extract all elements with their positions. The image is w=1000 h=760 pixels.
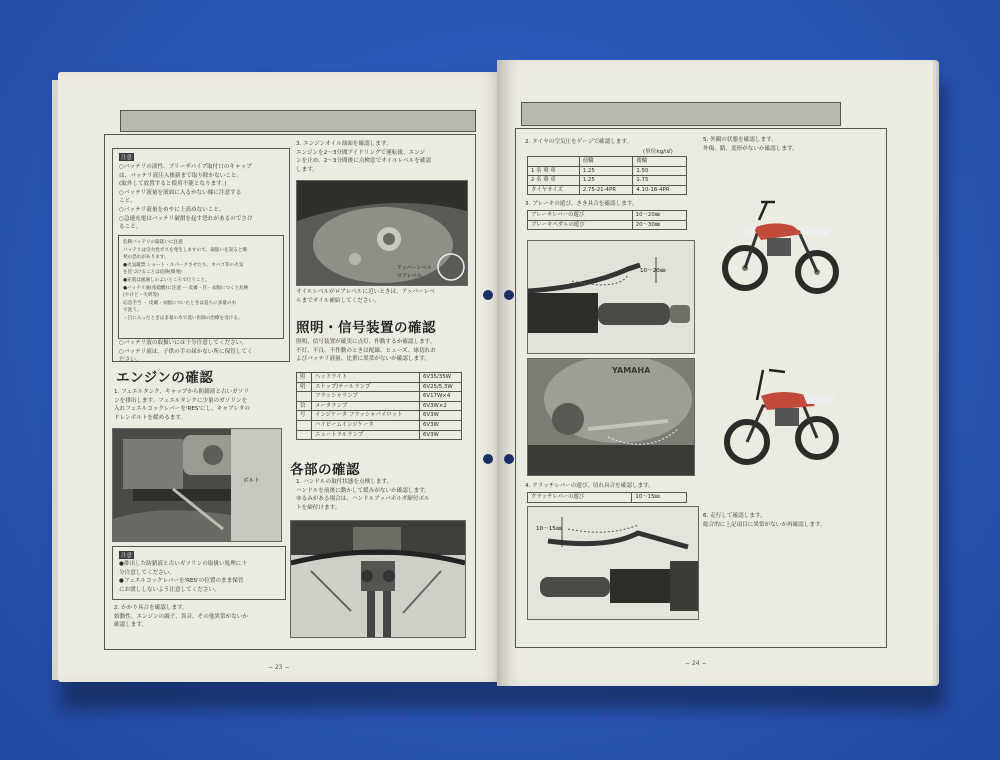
text-line: ンを排出します。フェエルタンクに少量のガソリンを — [114, 397, 248, 404]
clutch-check-title: 4. クラッチレバーの遊び、切れ具合を確認します。 — [525, 483, 654, 489]
start-check-text — [114, 604, 290, 630]
text-line: 入れフェエルコックレバーを'RES'にし、キャブレタの — [114, 406, 250, 413]
table-row — [528, 176, 687, 186]
lamp-name-cell: メータランプ — [312, 401, 420, 411]
table-cell: 1.75 — [633, 176, 687, 186]
table-cell: 1.25 — [579, 166, 633, 176]
text-line: にお渡ししないよう注意してください。 — [119, 586, 220, 593]
lamp-group-cell: 号 — [297, 411, 312, 421]
text-line: ○バッテリ液は、子供の手の届かない所に保管してく — [119, 348, 253, 355]
table-cell: 4.10-18-4PR — [633, 185, 687, 195]
text-line: 分注意してください。 — [119, 569, 175, 576]
table-cell: ブレーキペダルの遊び — [528, 220, 633, 230]
text-line: ●フュエルコックレバーを'RES'の位置のまま保管 — [119, 578, 244, 585]
text-line: よびバッテリ液量、比重に異常がないか確認します。 — [296, 356, 430, 363]
table-cell: 1 名 乗 車 — [528, 166, 580, 176]
text-line: 応急手当 ・ 皮膚・衣服についたときは直ちに多量の水 — [123, 300, 237, 306]
oil-check-text — [296, 140, 472, 174]
text-line: 外傷、錆、変形がないか確認します。 — [703, 145, 798, 152]
table-row — [297, 411, 462, 421]
lamp-group-cell — [297, 392, 312, 402]
lamp-group-cell: 信 — [297, 401, 312, 411]
text-line: 確認します。 — [114, 622, 148, 629]
engine-brand: YAMAHA — [612, 366, 651, 375]
lighting-check-text — [296, 338, 474, 364]
lamp-table — [296, 372, 462, 440]
table-row — [297, 420, 462, 430]
text-line: 6. 走行して確認します。 — [703, 513, 766, 519]
table-row — [297, 401, 462, 411]
clutch-play-label: 10〜15㎜ — [536, 526, 562, 532]
note-tag: 注意 — [121, 553, 133, 559]
text-line: します。 — [296, 166, 318, 173]
oil-window-photo — [296, 180, 468, 286]
table-cell: 2 名 乗 車 — [528, 176, 580, 186]
text-line: ●火気厳禁 ショート・スパークさせたり、タバコ等の火気 — [123, 262, 244, 268]
clutch-table-body — [528, 493, 687, 503]
fuel-note-text — [119, 560, 283, 594]
parts-check-text — [296, 478, 474, 512]
text-line: 発の恐れがあります。 — [123, 255, 169, 261]
binder-hole — [504, 454, 514, 464]
table-row — [297, 373, 462, 383]
lamp-group-cell: 照 — [297, 373, 312, 383]
table-row — [528, 493, 687, 503]
header-bar-right — [521, 102, 841, 126]
brake-play-label: 10〜20㎜ — [640, 268, 666, 274]
exterior-check-text — [703, 136, 883, 153]
brake-check-title: 3. ブレーキの遊び、きき具合を確認します。 — [525, 201, 638, 207]
brake-lever-photo — [527, 240, 695, 354]
lamp-value-cell: 6V3W×2 — [420, 401, 462, 411]
bolt-label: ボルト — [243, 478, 260, 484]
text-line: ること。 — [119, 224, 142, 231]
right-page — [497, 60, 933, 686]
lamp-name-cell: ストップ/テールランプ — [312, 382, 420, 392]
lamp-group-cell: 明 — [297, 382, 312, 392]
table-header-cell: 後輪 — [633, 157, 687, 167]
table-cell: タイヤサイズ — [528, 185, 580, 195]
table-row — [297, 382, 462, 392]
danger-note-box — [118, 235, 284, 339]
table-cell: 2.75-21-4PR — [579, 185, 633, 195]
text-line: ンを止め、2〜3分間後に点検窓でオイルレベルを確認 — [296, 158, 432, 165]
left-page — [58, 72, 506, 682]
carburetor-photo — [112, 428, 282, 542]
text-line: を近づけることは危険(爆発) — [123, 270, 182, 276]
lamp-value-cell: 6V3W — [420, 411, 462, 421]
text-line: 5. 外観の状態を確認します。 — [703, 137, 777, 143]
text-line: ○急速充電はバッテリ破損を起す恐れがあるのでさけ — [119, 215, 253, 222]
text-line: 照明、信号装置が確実に点灯、作動するか確認します。 — [296, 339, 436, 345]
lamp-table-body — [297, 373, 462, 440]
text-line: ○バッテリの液性、ブリーザパイプ取付口のキャップ — [119, 164, 252, 170]
text-line: 1. ハンドルの取付状態を点検します。 — [296, 479, 393, 485]
fuel-note-box — [112, 546, 286, 600]
upper-level-label: アッパーレベル — [397, 265, 432, 271]
brake-table-body — [528, 211, 687, 230]
table-header-cell: 前輪 — [579, 157, 633, 167]
text-line: ゆるみがある場合は、ハンドルアッパホルダ締付ボル — [296, 496, 430, 503]
table-cell: 20〜30㎜ — [632, 220, 686, 230]
table-header-row — [528, 157, 687, 167]
lamp-value-cell: 6V3W — [420, 430, 462, 440]
brake-pedal-photo — [527, 358, 695, 476]
clutch-lever-photo — [527, 506, 699, 620]
table-cell: 10〜20㎜ — [632, 211, 686, 221]
text-line: オイルレベルがロアレベルに近いときは、アッパーレベ — [296, 289, 435, 295]
lamp-name-cell: インジケータ フラッシャパイロット — [312, 411, 420, 421]
table-row — [297, 430, 462, 440]
table-row — [297, 392, 462, 402]
page-number-right: − 24 − — [685, 660, 707, 667]
lamp-value-cell: 6V17W×4 — [420, 392, 462, 402]
battery-note-box — [112, 148, 290, 362]
binder-hole — [504, 290, 514, 300]
text-line: 2. かかり具合を確認します。 — [114, 605, 188, 611]
text-line: は、バッテリ液注入後新まで取り除かないこと。 — [119, 172, 243, 179]
lamp-value-cell: 6V35/35W — [420, 373, 462, 383]
lamp-group-cell — [297, 420, 312, 430]
table-row — [528, 211, 687, 221]
motorcycle-rear-image — [719, 350, 849, 472]
table-cell: 1.25 — [579, 176, 633, 186]
lamp-group-cell — [297, 430, 312, 440]
table-cell: クラッチレバーの遊び — [528, 493, 632, 503]
binder-hole — [483, 454, 493, 464]
oil-note-text — [296, 288, 472, 305]
text-line: ○バッテリ液の取扱いには十分注意してください。 — [119, 340, 247, 346]
brake-table — [527, 210, 687, 230]
table-cell: 1.50 — [633, 166, 687, 176]
lamp-value-cell: 6V25/5.3W — [420, 382, 462, 392]
text-line: ●充電は風通しのよいところで行うこと。 — [123, 277, 210, 283]
text-line: ・目に入ったときは多量の水で洗い医師の治療を受ける。 — [123, 315, 243, 321]
note-tag: 注意 — [121, 155, 133, 161]
clutch-table — [527, 492, 687, 503]
text-line: ハンドルを前後に動かして緩みがないか確認します。 — [296, 487, 430, 494]
engine-check-text — [114, 388, 290, 422]
text-line: ○バッテリ液量をめやに上高めないこと。 — [119, 206, 225, 213]
text-line: (やけど・失明等) — [123, 293, 159, 299]
lighting-check-heading: 照明・信号装置の確認 — [296, 320, 436, 336]
tire-unit: (単位kg/㎠) — [643, 149, 673, 155]
lamp-name-cell: フラッシャランプ — [312, 392, 420, 402]
table-cell: 10〜15㎜ — [632, 493, 687, 503]
text-line: エンジンを2〜3分間アイドリングで運転後、エンジ — [296, 149, 426, 156]
table-cell: ブレーキレバーの遊び — [528, 211, 633, 221]
text-line: ○バッテリ液量を液面に入るかない様に注意する — [119, 189, 242, 196]
lower-level-label: ロアレベル — [397, 273, 422, 279]
table-row — [528, 220, 687, 230]
text-line: トを締付けます。 — [296, 504, 341, 511]
tire-table — [527, 156, 687, 195]
table-row — [528, 185, 687, 195]
engine-check-heading: エンジンの確認 — [116, 370, 214, 386]
tire-check-title: 2. タイヤの空気圧をゲージで確認します。 — [525, 139, 633, 145]
text-line: ●バッテリ液(希硫酸)に注意 ー 皮膚・目・衣服につくと危険 — [123, 285, 249, 291]
handlebar-photo — [290, 520, 466, 638]
text-line: 総合的に上記項目に異常がないか再確認します。 — [703, 521, 826, 528]
note-after-text — [119, 339, 287, 365]
text-line: で洗う。 — [123, 308, 142, 314]
binder-hole — [483, 290, 493, 300]
lamp-name-cell: ハイビームインジケータ — [312, 420, 420, 430]
table-row — [528, 166, 687, 176]
lamp-value-cell: 6V3W — [420, 420, 462, 430]
lamp-name-cell: ニュートラルランプ — [312, 430, 420, 440]
text-line: こと。 — [119, 198, 136, 205]
text-line: 始動性、エンジンの調子、異音、その他異常がないか — [114, 613, 248, 620]
text-line: 1. フェエルタンク、キャップから防錆液と古いガソリ — [114, 389, 249, 395]
parts-check-heading: 各部の確認 — [290, 462, 360, 478]
text-line: バッテリは引火性ガスを発生しますので、取扱いを誤ると爆 — [123, 247, 247, 253]
page-number-left: − 23 − — [268, 664, 290, 671]
table-header-cell — [528, 157, 580, 167]
lamp-name-cell: ヘッドライト — [312, 373, 420, 383]
motorcycle-side-image — [717, 180, 847, 300]
text-line: (取外して放置すると使用不能となります。) — [119, 181, 227, 188]
text-line: ルまでオイル補給してください。 — [296, 297, 380, 304]
text-line: 3. エンジンオイル油面を確認します。 — [296, 141, 392, 147]
header-bar-left — [120, 110, 476, 132]
note-text — [119, 163, 287, 232]
danger-note-text — [123, 239, 281, 323]
ride-check-text — [703, 512, 883, 529]
text-line: ださい。 — [119, 357, 142, 364]
tire-table-body — [528, 157, 687, 195]
text-line: 危険バッテリの取扱いに注意 — [123, 240, 183, 245]
text-line: ●排出した防錆液と古いガソリンの取扱い処理に十 — [119, 561, 247, 567]
text-line: 不灯、不良、不作動のときは配線、ヒューズ、球切れお — [296, 347, 436, 354]
text-line: ドレンボルトを緩めるます。 — [114, 414, 187, 421]
